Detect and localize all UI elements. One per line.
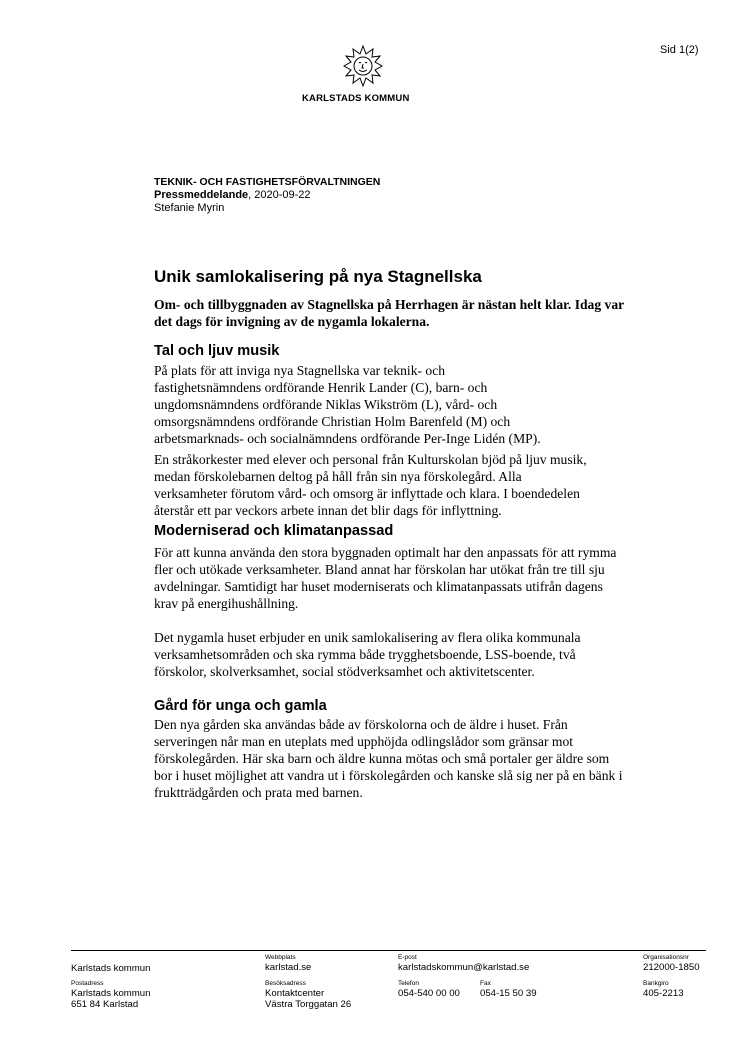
- footer-divider: [71, 950, 706, 951]
- footer-bankgiro: Bankgiro 405-2213: [643, 980, 684, 999]
- article-title: Unik samlokalisering på nya Stagnellska: [154, 267, 482, 286]
- author: Stefanie Myrin: [154, 202, 225, 214]
- doc-type-line: [154, 189, 380, 202]
- paragraph: Den nya gården ska användas både av förskolorna och de äldre i huset. Från serveringen når man en uteplats med upphöjda odlingslådor som gränsar mot förskolegården. Här ska barn och äldre kunna mötas och små portaler ger äldre som bor i huset möjlighet att vandra ut i förskolegården och kanske slå sig ner på en bänk i fruktträdgården och prata med barnen.: [154, 717, 623, 800]
- footer-fax: Fax 054-15 50 39: [480, 980, 537, 999]
- article: [154, 266, 634, 801]
- footer-name: Karlstads kommun: [71, 963, 151, 974]
- footer-phone: Telefon 054-540 00 00: [398, 980, 460, 999]
- footer-visit: Besöksadress Kontaktcenter Västra Torggatan 26: [265, 980, 352, 1010]
- sun-logo-icon: [343, 44, 383, 88]
- section-heading: Moderniserad och klimatanpassad: [154, 523, 394, 539]
- footer-postal: Postadress Karlstads kommun 651 84 Karlstad: [71, 980, 151, 1010]
- paragraph: På plats för att inviga nya Stagnellska var teknik- och fastighetsnämndens ordförande Henrik Lander (C), barn- och ungdomsnämndens ordförande Niklas Wikström (L), vård- och omsorgsnämndens ordförande Christian Holm Barenfeld (M) och arbetsmarknads- och socialnämndens ordförande Per-Inge Lidén (MP).: [154, 363, 541, 446]
- section-heading: Gård för unga och gamla: [154, 698, 327, 714]
- page-number: Sid 1(2): [660, 44, 699, 56]
- section-heading: Tal och ljuv musik: [154, 343, 280, 359]
- department: TEKNIK- OCH FASTIGHETSFÖRVALTNINGEN: [154, 176, 381, 188]
- ingress: Om- och tillbyggnaden av Stagnellska på Herrhagen är nästan helt klar. Idag var det dags för invigning av de nygamla lokalerna.: [154, 297, 624, 329]
- footer-orgnr: Organisationsnr 212000-1850: [643, 954, 700, 973]
- paragraph: För att kunna använda den stora byggnaden optimalt har den anpassats för att rymma fler och utökade verksamheter. Bland annat har förskolan har utökat från tre till sju avdelningar. Samtidigt har huset moderniserats och klimatanpassats utifrån dagens krav på energihushållning.: [154, 545, 617, 611]
- paragraph: Det nygamla huset erbjuder en unik samlokalisering av flera olika kommunala verksamhetsområden och ska rymma både trygghetsboende, LSS-boende, två förskolor, skolverksamhet, social stödverksamhet och aktivitetscenter.: [154, 630, 581, 679]
- footer-web: Webbplats karlstad.se: [265, 954, 312, 973]
- website-link[interactable]: karlstad.se: [265, 962, 312, 973]
- footer-email: E-post karlstadskommun@karlstad.se: [398, 954, 530, 973]
- paragraph: En stråkorkester med elever och personal från Kulturskolan bjöd på ljuv musik, medan förskolebarnen deltog på håll från sin nya förskolegård. Alla verksamheter förutom vård- och omsorg är inflyttade och klara. I boendedelen återstår ett par veckors arbete innan det blir dags för inflyttning.: [154, 452, 587, 518]
- email-link[interactable]: karlstadskommun@karlstad.se: [398, 962, 530, 973]
- document-header: [154, 176, 380, 215]
- doc-type: Pressmeddelande: [154, 189, 249, 201]
- doc-date: , 2020-09-22: [248, 189, 311, 201]
- organization-name: KARLSTADS KOMMUN: [302, 93, 410, 104]
